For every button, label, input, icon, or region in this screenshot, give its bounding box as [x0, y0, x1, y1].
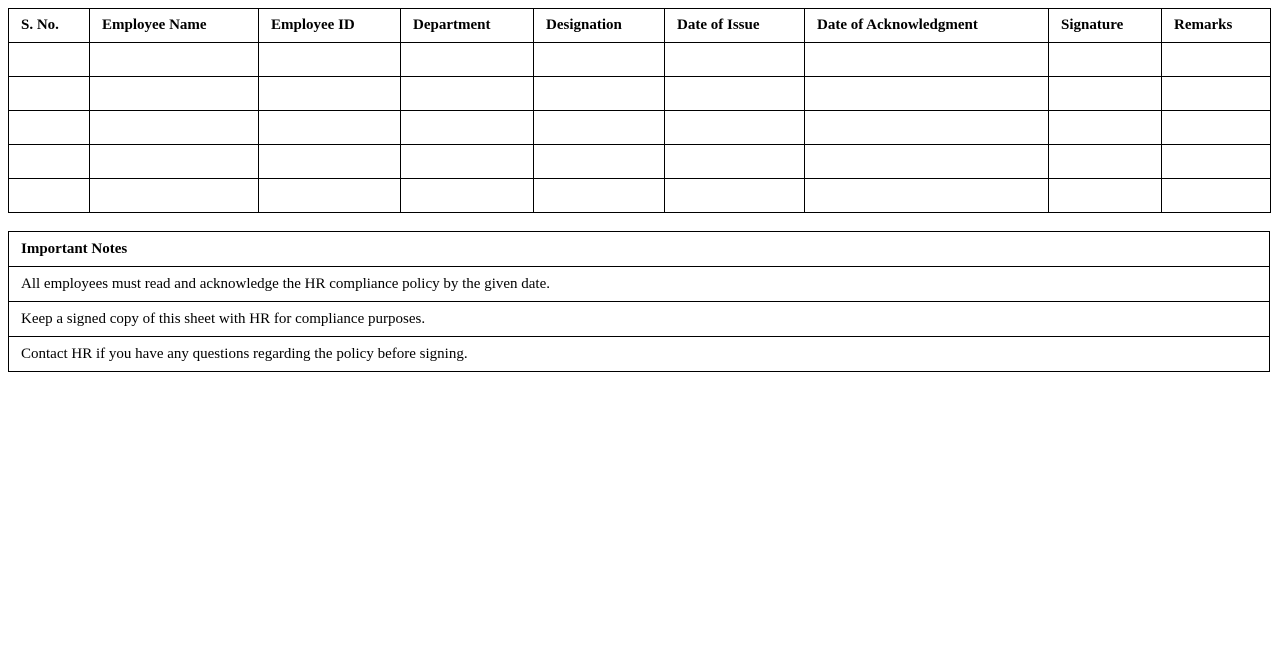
- cell-department[interactable]: [401, 43, 534, 77]
- cell-remarks[interactable]: [1162, 43, 1271, 77]
- cell-serial-number[interactable]: [9, 179, 90, 213]
- cell-date-of-issue[interactable]: [665, 145, 805, 179]
- cell-serial-number[interactable]: [9, 145, 90, 179]
- cell-employee-id[interactable]: [259, 111, 401, 145]
- header-serial-number: S. No.: [9, 9, 90, 43]
- cell-remarks[interactable]: [1162, 145, 1271, 179]
- cell-designation[interactable]: [534, 179, 665, 213]
- cell-designation[interactable]: [534, 43, 665, 77]
- table-row: [9, 145, 1271, 179]
- cell-date-of-issue[interactable]: [665, 43, 805, 77]
- cell-signature[interactable]: [1049, 77, 1162, 111]
- cell-signature[interactable]: [1049, 111, 1162, 145]
- table-header-row: [9, 9, 1271, 43]
- cell-department[interactable]: [401, 145, 534, 179]
- cell-date-of-acknowledgment[interactable]: [805, 77, 1049, 111]
- header-designation: Designation: [534, 9, 665, 43]
- cell-signature[interactable]: [1049, 145, 1162, 179]
- cell-designation[interactable]: [534, 111, 665, 145]
- cell-department[interactable]: [401, 77, 534, 111]
- acknowledgment-table: [8, 8, 1271, 213]
- note-row: [9, 337, 1270, 372]
- cell-employee-name[interactable]: [90, 43, 259, 77]
- cell-date-of-issue[interactable]: [665, 111, 805, 145]
- note-item: Contact HR if you have any questions regarding the policy before signing.: [9, 337, 1270, 372]
- table-row: [9, 77, 1271, 111]
- cell-employee-name[interactable]: [90, 77, 259, 111]
- cell-department[interactable]: [401, 111, 534, 145]
- note-row: [9, 302, 1270, 337]
- cell-date-of-acknowledgment[interactable]: [805, 111, 1049, 145]
- header-department: Department: [401, 9, 534, 43]
- table-row: [9, 179, 1271, 213]
- cell-employee-name[interactable]: [90, 179, 259, 213]
- cell-date-of-acknowledgment[interactable]: [805, 43, 1049, 77]
- notes-title-row: [9, 232, 1270, 267]
- cell-serial-number[interactable]: [9, 43, 90, 77]
- cell-employee-name[interactable]: [90, 145, 259, 179]
- cell-department[interactable]: [401, 179, 534, 213]
- cell-date-of-issue[interactable]: [665, 179, 805, 213]
- cell-employee-id[interactable]: [259, 145, 401, 179]
- header-remarks: Remarks: [1162, 9, 1271, 43]
- cell-employee-id[interactable]: [259, 179, 401, 213]
- document-page: [8, 8, 1270, 372]
- header-date-of-acknowledgment: Date of Acknowledgment: [805, 9, 1049, 43]
- cell-employee-id[interactable]: [259, 77, 401, 111]
- cell-designation[interactable]: [534, 145, 665, 179]
- table-row: [9, 111, 1271, 145]
- cell-designation[interactable]: [534, 77, 665, 111]
- header-employee-name: Employee Name: [90, 9, 259, 43]
- cell-date-of-issue[interactable]: [665, 77, 805, 111]
- table-row: [9, 43, 1271, 77]
- cell-remarks[interactable]: [1162, 77, 1271, 111]
- cell-signature[interactable]: [1049, 43, 1162, 77]
- notes-title: Important Notes: [9, 232, 1270, 267]
- header-employee-id: Employee ID: [259, 9, 401, 43]
- cell-serial-number[interactable]: [9, 111, 90, 145]
- table-body: [9, 43, 1271, 213]
- cell-serial-number[interactable]: [9, 77, 90, 111]
- header-date-of-issue: Date of Issue: [665, 9, 805, 43]
- cell-employee-name[interactable]: [90, 111, 259, 145]
- header-signature: Signature: [1049, 9, 1162, 43]
- note-item: Keep a signed copy of this sheet with HR for compliance purposes.: [9, 302, 1270, 337]
- note-item: All employees must read and acknowledge the HR compliance policy by the given date.: [9, 267, 1270, 302]
- cell-date-of-acknowledgment[interactable]: [805, 145, 1049, 179]
- note-row: [9, 267, 1270, 302]
- cell-signature[interactable]: [1049, 179, 1162, 213]
- cell-date-of-acknowledgment[interactable]: [805, 179, 1049, 213]
- important-notes-table: [8, 231, 1270, 372]
- cell-employee-id[interactable]: [259, 43, 401, 77]
- cell-remarks[interactable]: [1162, 111, 1271, 145]
- cell-remarks[interactable]: [1162, 179, 1271, 213]
